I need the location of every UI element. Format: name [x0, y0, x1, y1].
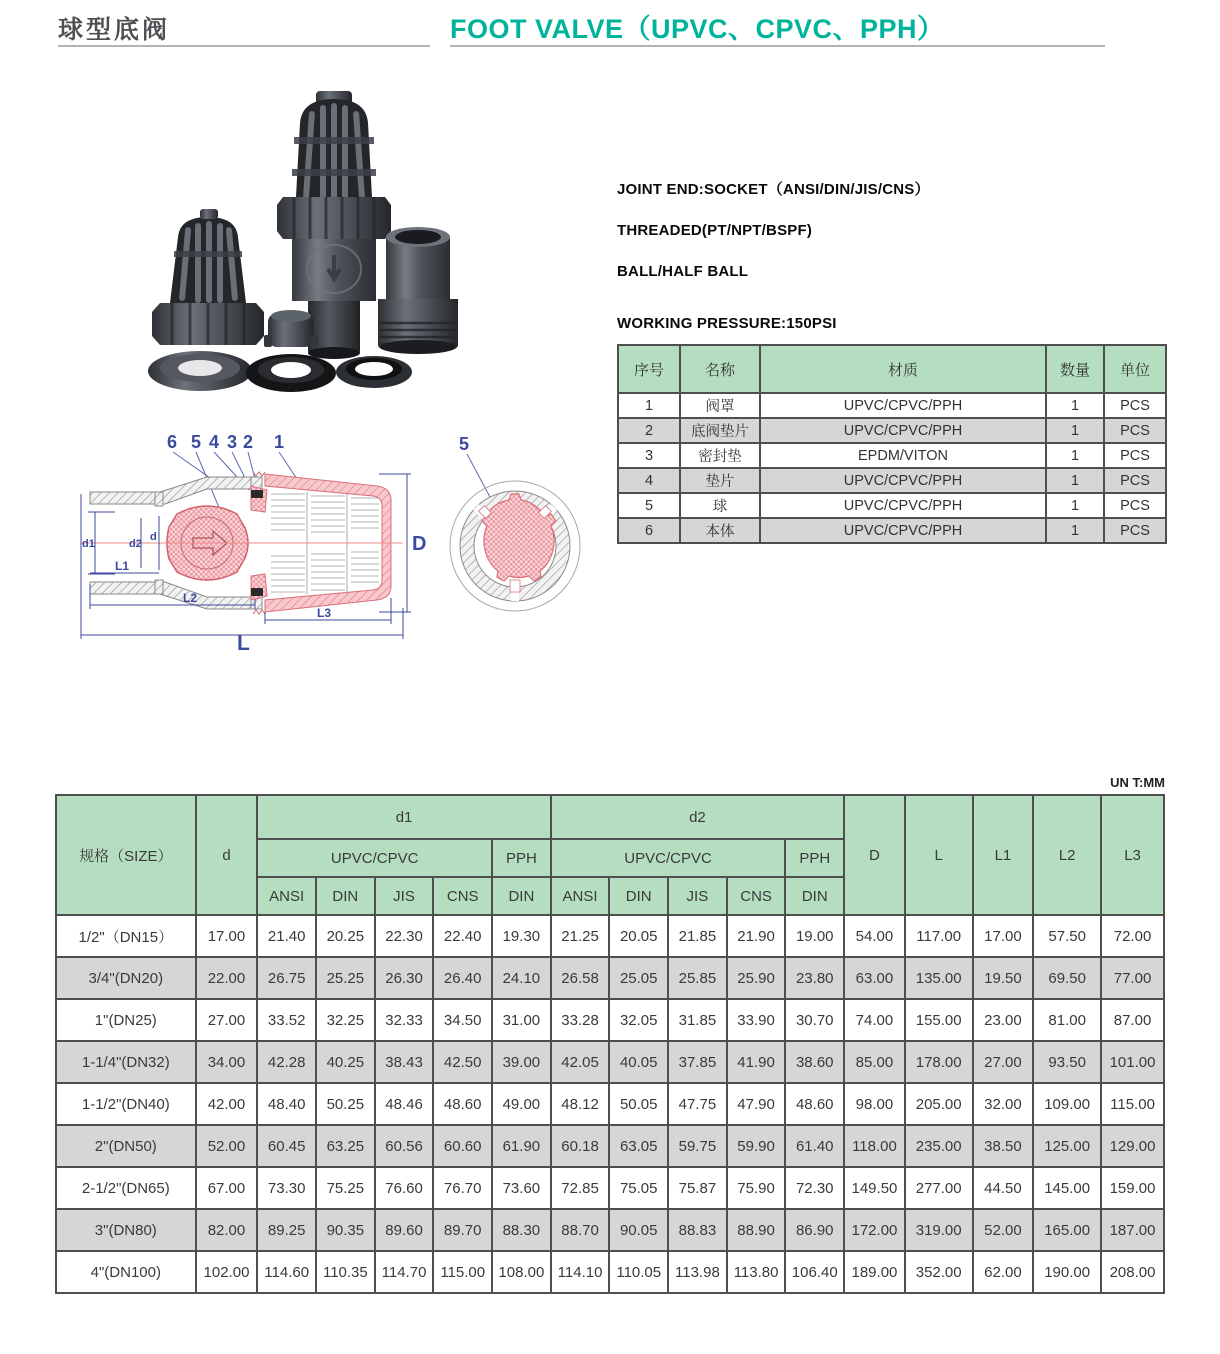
dimension-value-cell: 41.90 [727, 1041, 786, 1083]
parts-cell: 垫片 [680, 468, 760, 493]
dimension-value-cell: 110.05 [609, 1251, 668, 1293]
standard-header-cell: JIS [375, 877, 434, 915]
dimension-value-cell: 82.00 [196, 1209, 258, 1251]
parts-cell: 1 [1046, 493, 1104, 518]
dimension-value-cell: 42.05 [551, 1041, 610, 1083]
dimension-value-cell: 108.00 [492, 1251, 551, 1293]
page-title-en: FOOT VALVE（UPVC、CPVC、PPH） [450, 14, 945, 44]
header-D: D [844, 795, 905, 915]
dimension-value-cell: 129.00 [1101, 1125, 1164, 1167]
dimension-value-cell: 33.90 [727, 999, 786, 1041]
dimension-value-cell: 89.25 [257, 1209, 316, 1251]
dimension-value-cell: 75.90 [727, 1167, 786, 1209]
dimension-value-cell: 48.60 [433, 1083, 492, 1125]
dimension-value-cell: 72.30 [785, 1167, 844, 1209]
dimension-value-cell: 165.00 [1033, 1209, 1101, 1251]
dimension-value-cell: 24.10 [492, 957, 551, 999]
dimension-value-cell: 352.00 [905, 1251, 973, 1293]
parts-cell: 本体 [680, 518, 760, 543]
dimension-value-cell: 101.00 [1101, 1041, 1164, 1083]
title-underline-left [58, 45, 430, 47]
parts-cell: PCS [1104, 393, 1166, 418]
small-strainer-cage [152, 209, 264, 345]
parts-cell: UPVC/CPVC/PPH [760, 468, 1046, 493]
parts-cell: 1 [1046, 393, 1104, 418]
size-cell: 2-1/2"(DN65) [56, 1167, 196, 1209]
dimension-value-cell: 38.43 [375, 1041, 434, 1083]
dimension-value-cell: 48.60 [785, 1083, 844, 1125]
dimension-value-cell: 319.00 [905, 1209, 973, 1251]
parts-header-name: 名称 [680, 345, 760, 393]
dimension-value-cell: 125.00 [1033, 1125, 1101, 1167]
dim-L2: L2 [183, 591, 198, 605]
callout-labels [167, 432, 469, 454]
standard-header-cell: ANSI [257, 877, 316, 915]
spec-working-pressure: WORKING PRESSURE:150PSI [617, 315, 837, 332]
dims-table-row [56, 1125, 1164, 1167]
parts-cell: PCS [1104, 418, 1166, 443]
dimension-value-cell: 69.50 [1033, 957, 1101, 999]
standard-header-cell: JIS [668, 877, 727, 915]
dimension-value-cell: 31.00 [492, 999, 551, 1041]
dimension-value-cell: 26.75 [257, 957, 316, 999]
header-L1: L1 [973, 795, 1034, 915]
header-size: 规格（SIZE） [56, 795, 196, 915]
parts-table-row [618, 518, 1166, 543]
dims-table-row [56, 1167, 1164, 1209]
header-d2-pph: PPH [785, 839, 844, 877]
standard-header-cell: DIN [609, 877, 668, 915]
dimension-value-cell: 50.25 [316, 1083, 375, 1125]
spec-threaded: THREADED(PT/NPT/BSPF) [617, 222, 813, 239]
dimension-value-cell: 42.50 [433, 1041, 492, 1083]
dimension-value-cell: 89.60 [375, 1209, 434, 1251]
dims-table-row [56, 957, 1164, 999]
dimension-value-cell: 178.00 [905, 1041, 973, 1083]
parts-cell: 球 [680, 493, 760, 518]
dimension-value-cell: 60.45 [257, 1125, 316, 1167]
dimension-value-cell: 34.50 [433, 999, 492, 1041]
size-cell: 1/2"（DN15） [56, 915, 196, 957]
title-underline-right [450, 45, 1105, 47]
dimension-value-cell: 109.00 [1033, 1083, 1101, 1125]
dimension-value-cell: 88.90 [727, 1209, 786, 1251]
standard-header-cell: ANSI [551, 877, 610, 915]
dimension-value-cell: 42.00 [196, 1083, 258, 1125]
dimension-value-cell: 21.85 [668, 915, 727, 957]
dimension-value-cell: 106.40 [785, 1251, 844, 1293]
dimension-value-cell: 31.85 [668, 999, 727, 1041]
dimension-value-cell: 118.00 [844, 1125, 905, 1167]
dims-table-row [56, 1209, 1164, 1251]
technical-drawing [55, 428, 615, 656]
parts-header-row [618, 345, 1166, 393]
dimension-value-cell: 59.75 [668, 1125, 727, 1167]
parts-header-no: 序号 [618, 345, 680, 393]
dimension-value-cell: 87.00 [1101, 999, 1164, 1041]
dim-L3: L3 [317, 606, 332, 620]
dimension-value-cell: 23.00 [973, 999, 1034, 1041]
size-cell: 1-1/4"(DN32) [56, 1041, 196, 1083]
parts-cell: 1 [1046, 443, 1104, 468]
dimension-value-cell: 77.00 [1101, 957, 1164, 999]
dim-d1: d1 [82, 538, 95, 550]
top-seal [251, 486, 267, 512]
spec-joint-end: JOINT END:SOCKET（ANSI/DIN/JIS/CNS） [617, 181, 930, 198]
dimension-value-cell: 22.40 [433, 915, 492, 957]
dimension-value-cell: 38.50 [973, 1125, 1034, 1167]
parts-header-qty: 数量 [1046, 345, 1104, 393]
dimension-value-cell: 73.30 [257, 1167, 316, 1209]
gasket-rings [148, 351, 412, 392]
dimension-value-cell: 93.50 [1033, 1041, 1101, 1083]
dimension-value-cell: 114.10 [551, 1251, 610, 1293]
dimension-value-cell: 40.05 [609, 1041, 668, 1083]
dimension-value-cell: 32.25 [316, 999, 375, 1041]
unit-note: UN T:MM [1110, 775, 1165, 790]
dimension-value-cell: 75.25 [316, 1167, 375, 1209]
parts-cell: PCS [1104, 518, 1166, 543]
header-L2: L2 [1033, 795, 1101, 915]
parts-cell: UPVC/CPVC/PPH [760, 418, 1046, 443]
parts-cell: 1 [1046, 468, 1104, 493]
dimension-value-cell: 72.00 [1101, 915, 1164, 957]
dimension-value-cell: 98.00 [844, 1083, 905, 1125]
size-cell: 3"(DN80) [56, 1209, 196, 1251]
dimension-value-cell: 17.00 [973, 915, 1034, 957]
dimension-value-cell: 57.50 [1033, 915, 1101, 957]
dims-table-row [56, 1041, 1164, 1083]
dimension-value-cell: 32.05 [609, 999, 668, 1041]
dimension-value-cell: 90.35 [316, 1209, 375, 1251]
dimension-value-cell: 89.70 [433, 1209, 492, 1251]
dimension-value-cell: 50.05 [609, 1083, 668, 1125]
dimension-value-cell: 117.00 [905, 915, 973, 957]
dimension-value-cell: 63.00 [844, 957, 905, 999]
dimension-value-cell: 277.00 [905, 1167, 973, 1209]
dimension-value-cell: 67.00 [196, 1167, 258, 1209]
dimension-value-cell: 22.00 [196, 957, 258, 999]
dimension-value-cell: 72.85 [551, 1167, 610, 1209]
dimension-value-cell: 62.00 [973, 1251, 1034, 1293]
dimension-value-cell: 60.56 [375, 1125, 434, 1167]
header-d1-pph: PPH [492, 839, 551, 877]
parts-cell: PCS [1104, 443, 1166, 468]
parts-cell: 3 [618, 443, 680, 468]
foot-valve-photo-illustration [78, 85, 540, 417]
parts-header-unit: 单位 [1104, 345, 1166, 393]
dimension-value-cell: 25.90 [727, 957, 786, 999]
dimension-value-cell: 48.46 [375, 1083, 434, 1125]
dim-L1: L1 [115, 559, 130, 573]
callout-endview-5: 5 [459, 434, 470, 454]
dimension-value-cell: 33.28 [551, 999, 610, 1041]
dimension-value-cell: 63.05 [609, 1125, 668, 1167]
dimension-value-cell: 61.90 [492, 1125, 551, 1167]
dimensions-table [55, 794, 1165, 1294]
dimension-value-cell: 172.00 [844, 1209, 905, 1251]
bottom-seal [251, 574, 267, 600]
parts-table-body [618, 393, 1166, 543]
parts-table-row [618, 493, 1166, 518]
dimension-value-cell: 187.00 [1101, 1209, 1164, 1251]
callout-2: 2 [243, 432, 254, 452]
dims-table-row [56, 915, 1164, 957]
dimension-value-cell: 19.00 [785, 915, 844, 957]
dimension-value-cell: 74.00 [844, 999, 905, 1041]
dimension-value-cell: 20.05 [609, 915, 668, 957]
dimension-value-cell: 33.52 [257, 999, 316, 1041]
parts-table-row [618, 468, 1166, 493]
dimension-value-cell: 88.30 [492, 1209, 551, 1251]
dimension-value-cell: 75.87 [668, 1167, 727, 1209]
dimension-value-cell: 19.30 [492, 915, 551, 957]
dimension-value-cell: 114.70 [375, 1251, 434, 1293]
callout-4: 4 [209, 432, 220, 452]
standard-header-cell: DIN [785, 877, 844, 915]
parts-cell: UPVC/CPVC/PPH [760, 493, 1046, 518]
dims-header-row-1 [56, 795, 1164, 839]
dimension-value-cell: 113.98 [668, 1251, 727, 1293]
dimension-value-cell: 113.80 [727, 1251, 786, 1293]
dimension-value-cell: 135.00 [905, 957, 973, 999]
dimension-value-cell: 38.60 [785, 1041, 844, 1083]
header-group-d1: d1 [257, 795, 550, 839]
dimension-value-cell: 19.50 [973, 957, 1034, 999]
dimension-value-cell: 85.00 [844, 1041, 905, 1083]
parts-cell: 1 [1046, 518, 1104, 543]
parts-cell: 密封垫 [680, 443, 760, 468]
spec-ball: BALL/HALF BALL [617, 263, 749, 280]
callout-1: 1 [274, 432, 285, 452]
header-L: L [905, 795, 973, 915]
standard-header-cell: DIN [492, 877, 551, 915]
callout-6: 6 [167, 432, 178, 452]
dimension-value-cell: 49.00 [492, 1083, 551, 1125]
page-title-zh: 球型底阀 [58, 16, 171, 44]
header-L3: L3 [1101, 795, 1164, 915]
dimension-value-cell: 21.40 [257, 915, 316, 957]
dimension-value-cell: 20.25 [316, 915, 375, 957]
dimension-value-cell: 54.00 [844, 915, 905, 957]
dimension-value-cell: 47.75 [668, 1083, 727, 1125]
standard-header-cell: CNS [433, 877, 492, 915]
size-cell: 1"(DN25) [56, 999, 196, 1041]
socket-adapter-fitting [378, 227, 458, 354]
dimension-value-cell: 26.40 [433, 957, 492, 999]
dimension-value-cell: 60.18 [551, 1125, 610, 1167]
dimension-value-cell: 34.00 [196, 1041, 258, 1083]
dimension-value-cell: 208.00 [1101, 1251, 1164, 1293]
dims-table-row [56, 999, 1164, 1041]
dimension-value-cell: 102.00 [196, 1251, 258, 1293]
dim-D: D [412, 533, 427, 555]
dimension-value-cell: 32.33 [375, 999, 434, 1041]
dimension-value-cell: 37.85 [668, 1041, 727, 1083]
dimension-value-cell: 40.25 [316, 1041, 375, 1083]
dims-table-row [56, 1083, 1164, 1125]
header-group-d2: d2 [551, 795, 844, 839]
dimension-value-cell: 76.70 [433, 1167, 492, 1209]
dimension-value-cell: 88.83 [668, 1209, 727, 1251]
dimension-value-cell: 42.28 [257, 1041, 316, 1083]
parts-cell: 4 [618, 468, 680, 493]
parts-cell: 2 [618, 418, 680, 443]
parts-cell: PCS [1104, 468, 1166, 493]
dimension-value-cell: 59.90 [727, 1125, 786, 1167]
valve-cross-section-drawing [55, 428, 615, 656]
header-d1-upvc: UPVC/CPVC [257, 839, 492, 877]
header-d: d [196, 795, 258, 915]
dimension-value-cell: 114.60 [257, 1251, 316, 1293]
dimension-value-cell: 115.00 [433, 1251, 492, 1293]
dimension-value-cell: 61.40 [785, 1125, 844, 1167]
dimension-value-cell: 52.00 [973, 1209, 1034, 1251]
dimension-value-cell: 52.00 [196, 1125, 258, 1167]
dimension-value-cell: 17.00 [196, 915, 258, 957]
dimension-value-cell: 81.00 [1033, 999, 1101, 1041]
small-cap [264, 310, 318, 347]
dimension-value-cell: 60.60 [433, 1125, 492, 1167]
standard-header-cell: CNS [727, 877, 786, 915]
product-photo [78, 85, 540, 417]
parts-cell: UPVC/CPVC/PPH [760, 393, 1046, 418]
dimension-value-cell: 48.12 [551, 1083, 610, 1125]
callout-3: 3 [227, 432, 238, 452]
dimension-value-cell: 149.50 [844, 1167, 905, 1209]
parts-table-row [618, 443, 1166, 468]
callout-5: 5 [191, 432, 202, 452]
dimension-value-cell: 27.00 [973, 1041, 1034, 1083]
parts-cell: UPVC/CPVC/PPH [760, 518, 1046, 543]
dimension-value-cell: 90.05 [609, 1209, 668, 1251]
dimension-value-cell: 76.60 [375, 1167, 434, 1209]
dimension-value-cell: 44.50 [973, 1167, 1034, 1209]
dims-table-row [56, 1251, 1164, 1293]
dimension-value-cell: 22.30 [375, 915, 434, 957]
dim-L: L [237, 632, 250, 655]
dimension-value-cell: 32.00 [973, 1083, 1034, 1125]
size-cell: 1-1/2"(DN40) [56, 1083, 196, 1125]
end-view [450, 481, 580, 611]
dimension-value-cell: 73.60 [492, 1167, 551, 1209]
size-cell: 2"(DN50) [56, 1125, 196, 1167]
dimension-value-cell: 26.58 [551, 957, 610, 999]
dimension-value-cell: 155.00 [905, 999, 973, 1041]
parts-table-row [618, 418, 1166, 443]
dimension-value-cell: 47.90 [727, 1083, 786, 1125]
parts-table [617, 344, 1167, 544]
dimension-value-cell: 88.70 [551, 1209, 610, 1251]
dimension-value-cell: 25.85 [668, 957, 727, 999]
dimension-value-cell: 23.80 [785, 957, 844, 999]
dim-d: d [150, 531, 157, 543]
dimension-value-cell: 159.00 [1101, 1167, 1164, 1209]
standard-header-cell: DIN [316, 877, 375, 915]
parts-cell: 6 [618, 518, 680, 543]
dimension-value-cell: 190.00 [1033, 1251, 1101, 1293]
dimension-value-cell: 75.05 [609, 1167, 668, 1209]
parts-cell: 阀罩 [680, 393, 760, 418]
size-cell: 3/4"(DN20) [56, 957, 196, 999]
dimension-value-cell: 25.05 [609, 957, 668, 999]
parts-cell: 底阀垫片 [680, 418, 760, 443]
dimension-value-cell: 63.25 [316, 1125, 375, 1167]
dimension-value-cell: 48.40 [257, 1083, 316, 1125]
dimension-value-cell: 235.00 [905, 1125, 973, 1167]
size-cell: 4"(DN100) [56, 1251, 196, 1293]
dimension-value-cell: 25.25 [316, 957, 375, 999]
dimension-value-cell: 39.00 [492, 1041, 551, 1083]
dimension-value-cell: 189.00 [844, 1251, 905, 1293]
dimension-value-cell: 26.30 [375, 957, 434, 999]
dimension-value-cell: 205.00 [905, 1083, 973, 1125]
parts-cell: 5 [618, 493, 680, 518]
dimension-value-cell: 21.90 [727, 915, 786, 957]
dimension-value-cell: 115.00 [1101, 1083, 1164, 1125]
dimension-value-cell: 30.70 [785, 999, 844, 1041]
dimension-value-cell: 27.00 [196, 999, 258, 1041]
dimension-value-cell: 86.90 [785, 1209, 844, 1251]
dimension-value-cell: 110.35 [316, 1251, 375, 1293]
parts-cell: 1 [618, 393, 680, 418]
dims-table-body [56, 915, 1164, 1293]
dimension-value-cell: 21.25 [551, 915, 610, 957]
dimension-value-cell: 145.00 [1033, 1167, 1101, 1209]
parts-table-row [618, 393, 1166, 418]
header-d2-upvc: UPVC/CPVC [551, 839, 786, 877]
parts-cell: PCS [1104, 493, 1166, 518]
parts-header-material: 材质 [760, 345, 1046, 393]
parts-cell: 1 [1046, 418, 1104, 443]
parts-cell: EPDM/VITON [760, 443, 1046, 468]
dim-d2: d2 [129, 538, 142, 550]
